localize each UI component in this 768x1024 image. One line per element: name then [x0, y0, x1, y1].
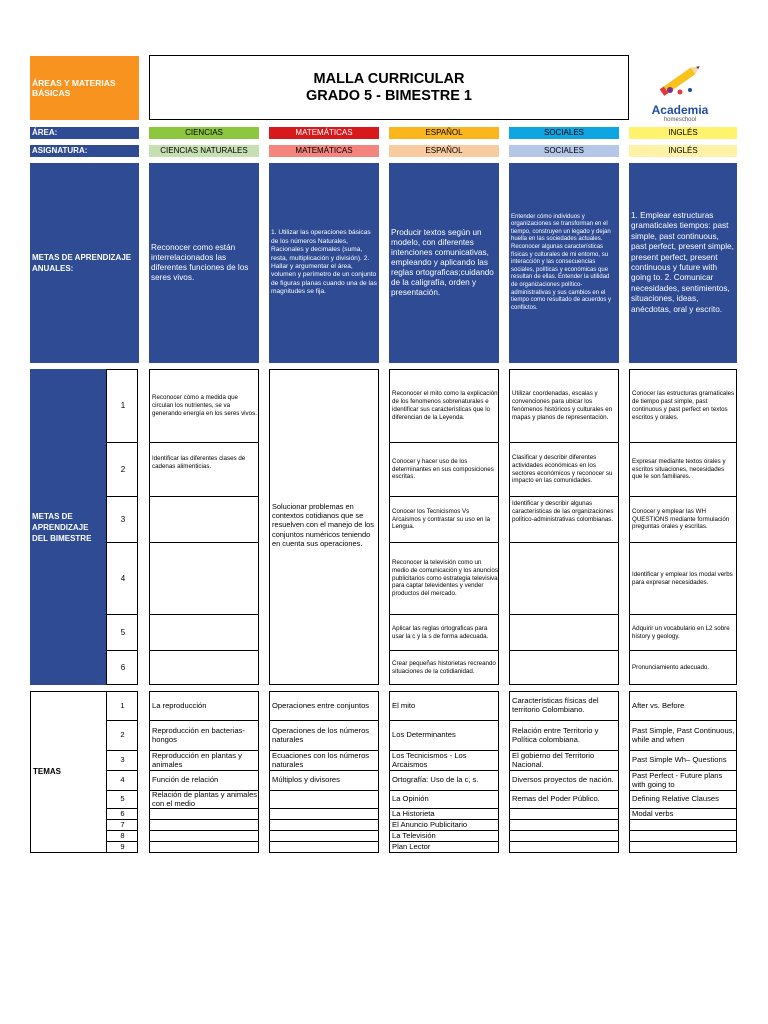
- meta-bimestre-cell: Aplicar las reglas ortograficas para usar la c y la s de forma adecuada.: [390, 614, 499, 650]
- asignatura-ingles: INGLÉS: [629, 145, 737, 157]
- tema-cell: [150, 841, 259, 852]
- tema-number: 6: [107, 808, 138, 819]
- tema-cell: [270, 830, 379, 841]
- tema-cell: [150, 819, 259, 830]
- temas-ingles: [629, 691, 737, 853]
- tema-cell: Ecuaciones con los números naturales: [270, 750, 379, 770]
- tema-number: 9: [107, 841, 138, 852]
- tema-cell: [150, 830, 259, 841]
- meta-number: 4: [107, 542, 138, 614]
- tema-cell: Modal verbs: [630, 808, 737, 819]
- tema-number: 4: [107, 770, 138, 790]
- tema-cell: Reproducción en plantas y animales: [150, 750, 259, 770]
- meta-number: 5: [107, 614, 138, 650]
- tema-cell: [630, 830, 737, 841]
- tema-cell: Diversos proyectos de nación.: [510, 770, 619, 790]
- tema-number: 8: [107, 830, 138, 841]
- tema-cell: [270, 819, 379, 830]
- pencil-logo-icon: [640, 62, 720, 98]
- metas-bimestre-ingles: [629, 369, 737, 685]
- metas-bimestre-text: METAS DE APRENDIZAJE DEL BIMESTRE: [32, 511, 92, 543]
- meta-bimestre-cell: [150, 542, 259, 614]
- tema-cell: El gobierno del Territorio Nacional.: [510, 750, 619, 770]
- tema-number: 2: [107, 720, 138, 750]
- tema-cell: [630, 819, 737, 830]
- metas-bimestre-matematicas: [269, 369, 379, 685]
- tema-number: 3: [107, 750, 138, 770]
- meta-bimestre-cell: Conocer y emplear las WH QUESTIONS mediante formulación preguntas orales y escritas.: [630, 496, 737, 542]
- area-sociales: SOCIALES: [509, 127, 619, 139]
- tema-cell: Past Simple, Past Continuous, while and when: [630, 720, 737, 750]
- tema-cell: [510, 819, 619, 830]
- tema-cell: Relación de plantas y animales con el medio: [150, 790, 259, 808]
- tema-cell: Defining Relative Clauses: [630, 790, 737, 808]
- meta-bimestre-cell: Reconocer la televisión como un medio de comunicación y los anuncios publicitarios como estrategia televisiva para captar televidentes y vender productos del mercado.: [390, 542, 499, 614]
- metas-bimestre-espanol: [389, 369, 499, 685]
- tema-cell: La Historieta: [390, 808, 499, 819]
- tema-cell: La Opinión: [390, 790, 499, 808]
- metas-anuales-label: [30, 163, 139, 363]
- asignatura-ciencias: CIENCIAS NATURALES: [149, 145, 259, 157]
- area-matematicas: MATEMÁTICAS: [269, 127, 379, 139]
- meta-bimestre-cell: Identificar y describir algunas características de las organizaciones político-administrativas colombianas.: [510, 496, 619, 542]
- tema-cell: Relación entre Territorio y Política colombiana.: [510, 720, 619, 750]
- tema-cell: Función de relación: [150, 770, 259, 790]
- metas-bimestre-label: [30, 369, 106, 685]
- tema-cell: [510, 830, 619, 841]
- meta-bimestre-cell: Reconocer cómo a medida que circulan los nutrientes, se va generando energía en los seres vivos.: [152, 394, 257, 417]
- temas-espanol: [389, 691, 499, 853]
- tema-cell: Reproducción en bacterias-hongos: [150, 720, 259, 750]
- meta-number: 1: [120, 401, 126, 411]
- tema-cell: Los Determinantes: [390, 720, 499, 750]
- tema-number: 7: [107, 819, 138, 830]
- tema-cell: [270, 790, 379, 808]
- meta-anual-sociales-text: Entender cómo individuos y organizaciones se transforman en el tiempo, construyen un legado y dejan huella en las sociedades actuales. Reconocer algunas características físicas y culturales de mi entorno, su interacción y las consecuencias sociales, políticas y económicas que resultan de ellas. Entender la utilidad de organizaciones político-administrativas y sus cambios en el tiempo como resultado de acuerdos y conflictos.: [511, 213, 612, 311]
- meta-number: 6: [107, 650, 138, 684]
- academia-logo: [640, 62, 720, 122]
- logo-name: Academia: [651, 103, 709, 117]
- tema-cell: Remas del Poder Público.: [510, 790, 619, 808]
- meta-anual-ciencias-text: Reconocer como están interrelacionados las diferentes funciones de los seres vivos.: [151, 243, 249, 282]
- tema-cell: [270, 841, 379, 852]
- meta-anual-ingles: [629, 163, 737, 363]
- tema-cell: [150, 808, 259, 819]
- tema-cell: Múltiplos y divisores: [270, 770, 379, 790]
- logo-subtitle: homeschool: [663, 117, 697, 123]
- metas-anuales-text: METAS DE APRENDIZAJE ANUALES:: [32, 253, 132, 273]
- meta-bimestre-cell: Reconocer el mito como la explicación de los fenomenos sobrenaturales e identificar sus características que lo diferencian de la Leyenda.: [392, 390, 498, 421]
- meta-number: 2: [107, 442, 138, 496]
- tema-cell: El Anuncio Publicitario: [390, 819, 499, 830]
- tema-cell: Plan Lector: [390, 841, 499, 852]
- tema-cell: Past Perfect - Future plans with going to: [630, 770, 737, 790]
- temas-label: TEMAS: [33, 766, 61, 776]
- meta-anual-espanol: [389, 163, 499, 363]
- tema-cell: [270, 808, 379, 819]
- meta-anual-ingles-text: 1. Emplear estructuras gramaticales tiempos: past simple, past continuous, past perfect, present simple, present perfect, present continuous y future with going to. 2. Comunicar necesidades, sentimientos, situaciones, ideas, anécdotas, oral y escrito.: [631, 210, 734, 314]
- meta-bimestre-cell: Clasificar y describir diferentes actividades económicas en los sectores económicos y reconocer su impacto en las comunidades.: [510, 442, 619, 496]
- meta-bimestre-cell: Conocer los Tecnicismos Vs Arcaismos y contrastar su uso en la Lengua.: [390, 496, 499, 542]
- asignatura-row-label: ASIGNATURA:: [30, 145, 139, 157]
- tema-cell: [510, 808, 619, 819]
- tema-cell: La Televisión: [390, 830, 499, 841]
- meta-bimestre-cell: Identificar y emplear los modal verbs para expresar necesidades.: [630, 542, 737, 614]
- tema-cell: [510, 841, 619, 852]
- meta-bimestre-cell: Identificar las diferentes clases de cadenas alimenticias.: [150, 442, 259, 496]
- page-title: MALLA CURRICULAR: [313, 71, 465, 87]
- tema-cell: [630, 841, 737, 852]
- page-subtitle: GRADO 5 - BIMESTRE 1: [306, 88, 472, 104]
- area-ciencias: CIENCIAS: [149, 127, 259, 139]
- tema-cell: After vs. Before: [632, 700, 685, 710]
- meta-bimestre-cell: Crear pequeñas historietas recreando situaciones de la cotidianidad.: [390, 650, 499, 684]
- meta-anual-ciencias: [149, 163, 259, 363]
- meta-anual-espanol-text: Producir textos según un modelo, con diferentes intenciones comunicativas, empleando y aplicando las reglas ortograficas;cuidando de la caligrafía, orden y presentación.: [391, 228, 494, 297]
- tema-cell: Past Simple Wh– Questions: [630, 750, 737, 770]
- meta-bimestre-cell: [510, 542, 619, 614]
- meta-anual-matematicas: [269, 163, 379, 363]
- meta-bimestre-cell: [150, 650, 259, 684]
- meta-bimestre-cell: Utilizar coordenadas, escalas y convenciones para ubicar los fenómenos históricos y culturales en mapas y planos de representación.: [512, 390, 613, 421]
- asignatura-matematicas: MATEMÁTICAS: [269, 145, 379, 157]
- meta-bimestre-cell: Expresar mediante textos orales y escritos situaciones, necesidades que le son familiares.: [630, 442, 737, 496]
- meta-bimestre-cell: Pronunciamiento adecuado.: [630, 650, 737, 684]
- meta-bimestre-cell: Conocer las estructuras gramaticales de tiempo past simple, past continuous y past perfect en textos escritos y orales.: [632, 390, 735, 421]
- meta-bimestre-cell: [150, 496, 259, 542]
- area-row-label: ÁREA:: [30, 127, 139, 139]
- meta-bimestre-cell: [510, 614, 619, 650]
- title-box: [149, 55, 629, 120]
- tema-number: 1: [120, 700, 125, 710]
- meta-bimestre-cell: Conocer y hacer uso de los determinantes en sus composiciones escritas.: [390, 442, 499, 496]
- areas-materias-text: ÁREAS Y MATERIAS BÁSICAS: [32, 78, 116, 98]
- area-espanol: ESPAÑOL: [389, 127, 499, 139]
- tema-cell: Operaciones de los números naturales: [270, 720, 379, 750]
- asignatura-espanol: ESPAÑOL: [389, 145, 499, 157]
- temas-sociales: [509, 691, 619, 853]
- meta-number: 3: [107, 496, 138, 542]
- meta-bimestre-cell: [510, 650, 619, 684]
- temas-ciencias: [149, 691, 259, 853]
- temas-matematicas: [269, 691, 379, 853]
- meta-bimestre-matematicas-text: Solucionar problemas en contextos cotidianos que se resuelven con el manejo de los conjuntos numéricos teniendo en cuenta sus operaciones.: [272, 501, 374, 548]
- meta-anual-matematicas-text: 1. Utilizar las operaciones básicas de los números Naturales, Racionales y decimales (suma, resta, multiplicación y división). 2. Hallar y argumentar el área, volumen y perímetro de un conjunto de figuras planas cuando una de las magnitudes se fija.: [271, 229, 377, 296]
- metas-bimestre-numbers: [106, 369, 138, 685]
- asignatura-sociales: SOCIALES: [509, 145, 619, 157]
- metas-bimestre-sociales: [509, 369, 619, 685]
- areas-materias-label: [30, 56, 139, 120]
- tema-cell: Ortografía: Uso de la c, s.: [390, 770, 499, 790]
- temas-label-block: [30, 691, 138, 853]
- tema-cell: Características físicas del territorio Colombiano.: [512, 696, 599, 714]
- metas-bimestre-ciencias: [149, 369, 259, 685]
- tema-number: 5: [107, 790, 138, 808]
- meta-anual-sociales: [509, 163, 619, 363]
- meta-bimestre-cell: Adquirir un vocabulario en L2 sobre history y geology.: [630, 614, 737, 650]
- tema-cell: La reproducción: [152, 700, 207, 710]
- area-ingles: INGLÉS: [629, 127, 737, 139]
- tema-cell: Los Tecnicismos - Los Arcaismos: [390, 750, 499, 770]
- tema-cell: Operaciones entre conjuntos: [272, 700, 370, 710]
- meta-bimestre-cell: [150, 614, 259, 650]
- tema-cell: El mito: [392, 700, 416, 710]
